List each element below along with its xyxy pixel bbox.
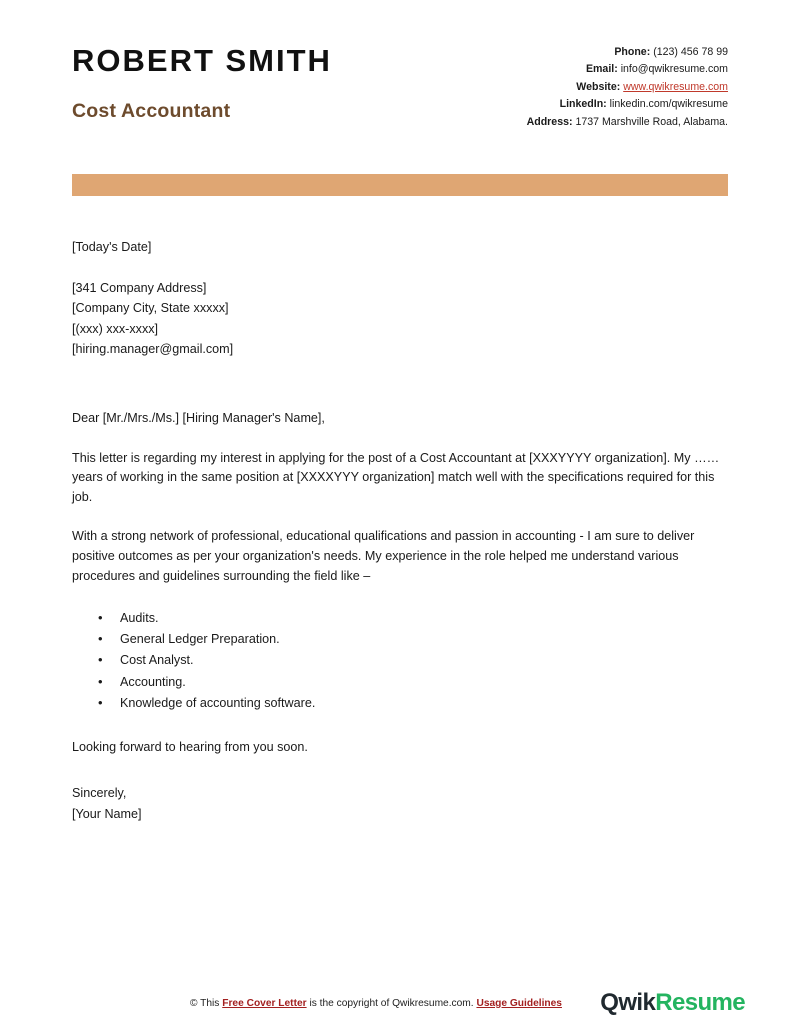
logo-text-qwik: Qwik (600, 989, 656, 1016)
accent-divider-bar (72, 174, 728, 196)
copyright-notice (190, 998, 562, 1009)
logo-text-resume: Resume (655, 989, 745, 1016)
address-value: 1737 Marshville Road, Alabama. (575, 115, 728, 128)
linkedin-value: linkedin.com/qwikresume (609, 98, 728, 111)
linkedin-label: LinkedIn: (559, 98, 607, 111)
recipient-line: [341 Company Address] (72, 280, 207, 295)
letter-paragraph-1: This letter is regarding my interest in applying for the post of a Cost Accountant at [XXXYYYY organization]. My …… years of working in the same position at [XXXXYYY organization] match well with the specifications required for this job. (72, 450, 720, 504)
letter-signoff-block (72, 783, 728, 824)
free-cover-letter-link[interactable]: Free Cover Letter (222, 997, 307, 1009)
list-item: • Cost Analyst. (120, 650, 728, 671)
letter-header (0, 0, 800, 131)
letter-salutation: Dear [Mr./Mrs./Ms.] [Hiring Manager's Name], (72, 411, 325, 426)
usage-guidelines-link[interactable]: Usage Guidelines (476, 997, 562, 1009)
letter-closing-note: Looking forward to hearing from you soon. (72, 739, 308, 754)
letter-paragraph-2: With a strong network of professional, educational qualifications and passion in accounting - I am sure to deliver positive outcomes as per your organization's needs. My experience in the role helped me understand various procedures and guidelines surrounding the field like – (72, 529, 695, 583)
contact-row-phone (527, 44, 728, 61)
candidate-name: ROBERT SMITH (72, 43, 332, 78)
email-value: info@qwikresume.com (620, 63, 728, 76)
contact-details (527, 38, 728, 131)
contact-row-email (527, 61, 728, 78)
website-link[interactable]: www.qwikresume.com (623, 80, 728, 93)
skills-bullet-list (72, 608, 728, 714)
contact-row-website (527, 79, 728, 96)
address-label: Address: (526, 115, 573, 128)
candidate-job-title: Cost Accountant (72, 100, 231, 123)
recipient-line: [(xxx) xxx-xxxx] (72, 321, 159, 336)
recipient-address-block (72, 278, 728, 360)
contact-row-linkedin (527, 96, 728, 113)
identity-block (72, 38, 332, 123)
letter-date: [Today's Date] (72, 240, 152, 255)
signature-name: [Your Name] (72, 806, 142, 821)
website-label: Website: (576, 80, 621, 93)
qwikresume-logo[interactable] (600, 989, 745, 1017)
phone-value: (123) 456 78 99 (653, 46, 728, 58)
recipient-line: [Company City, State xxxxx] (72, 301, 229, 316)
copyright-middle: is the copyright of Qwikresume.com. (306, 997, 477, 1009)
recipient-line: [hiring.manager@gmail.com] (72, 342, 234, 357)
contact-row-address (527, 114, 728, 131)
list-item: • Accounting. (120, 672, 728, 693)
signoff-text: Sincerely, (72, 786, 127, 801)
phone-label: Phone: (614, 46, 651, 58)
email-label: Email: (585, 63, 618, 76)
list-item: • Knowledge of accounting software. (120, 693, 728, 714)
copyright-prefix: © This (190, 997, 223, 1009)
page-footer (0, 989, 800, 1017)
list-item: • General Ledger Preparation. (120, 629, 728, 650)
list-item: • Audits. (120, 608, 728, 629)
letter-body (0, 238, 800, 824)
